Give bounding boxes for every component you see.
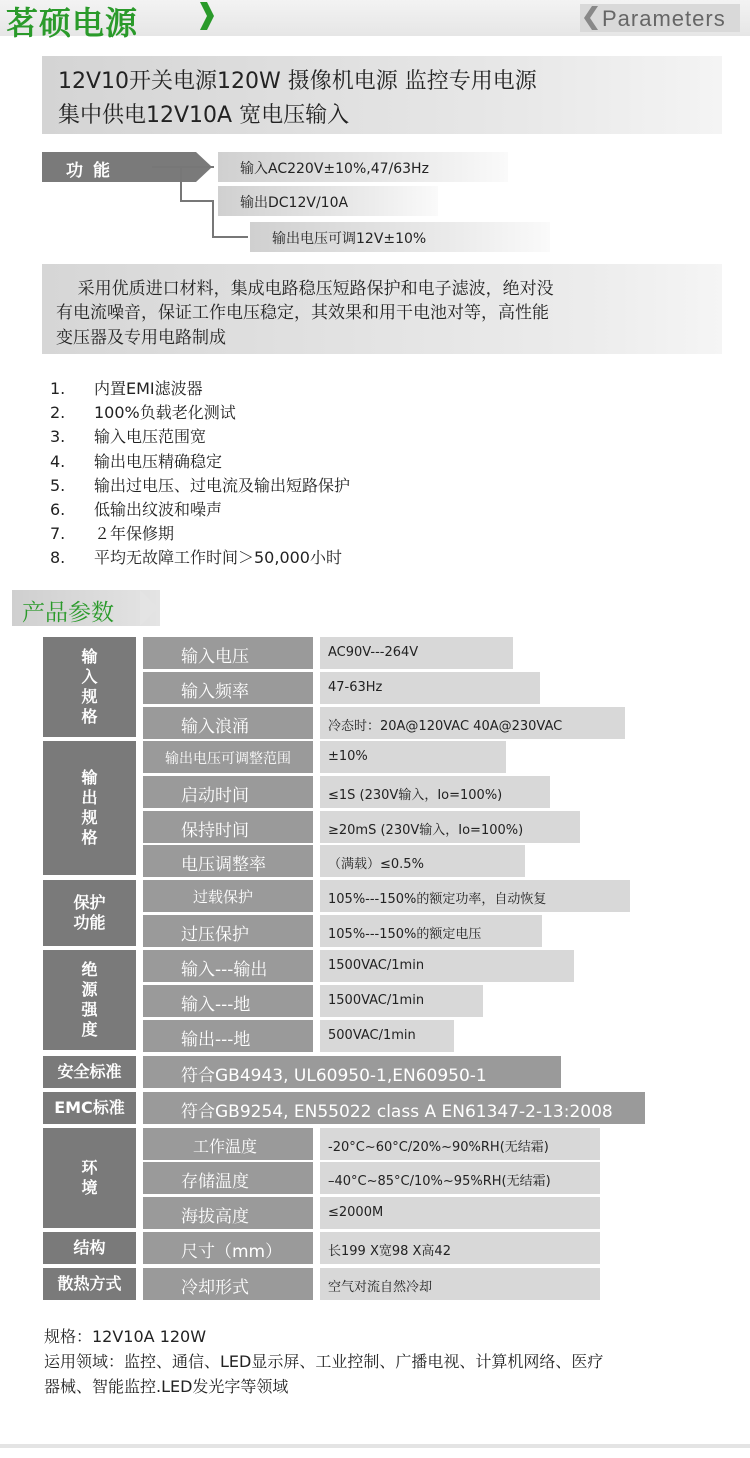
param-value: 47-63Hz: [320, 672, 540, 704]
param-value: 冷态时：20A@120VAC 40A@230VAC: [320, 707, 625, 739]
parameters-tab: [580, 4, 740, 32]
function-item: 输出电压可调12V±10%: [250, 222, 550, 252]
feature-item: 4. 输出电压精确稳定: [50, 452, 223, 471]
param-label: 保持时间: [143, 811, 313, 843]
param-value: 1500VAC/1min: [320, 985, 483, 1017]
chevron-left-icon: [584, 6, 598, 30]
param-label: 海拔高度: [143, 1197, 313, 1229]
category-environment: [43, 1128, 136, 1228]
product-title-line1: 12V10开关电源120W 摄像机电源 监控专用电源: [58, 69, 537, 94]
param-value: 空气对流自然冷却: [320, 1268, 600, 1300]
bottom-divider: [0, 1444, 750, 1448]
brand-logo: 茗硕电源: [6, 4, 139, 42]
feature-item: 3. 输入电压范围宽: [50, 427, 207, 446]
category-protection: [43, 880, 136, 946]
feature-item: 8. 平均无故障工作时间＞50,000小时: [50, 548, 342, 567]
spec-text: 规格：12V10A 120W: [44, 1327, 207, 1346]
param-label: 冷却形式: [143, 1268, 313, 1300]
category-label: 安全标准: [57, 1062, 122, 1081]
param-value: AC90V---264V: [320, 637, 513, 669]
param-label: 输入频率: [143, 672, 313, 704]
function-label: 功能: [42, 152, 152, 182]
category-structure: [43, 1232, 136, 1264]
param-value: 1500VAC/1min: [320, 950, 574, 982]
category-label: 结构: [73, 1238, 106, 1257]
category-label: 输出规格: [81, 768, 98, 847]
connector-line: [180, 166, 182, 202]
chevron-right-icon: [140, 590, 158, 626]
param-label: 过压保护: [143, 915, 313, 947]
param-value: 长199 X宽98 X高42: [320, 1232, 600, 1264]
feature-item: 5. 输出过电压、过电流及输出短路保护: [50, 476, 351, 495]
connector-line: [180, 200, 214, 202]
param-label: 存储温度: [143, 1162, 313, 1194]
param-label: 电压调整率: [143, 845, 313, 877]
description-line: 变压器及专用电路制成: [56, 328, 226, 348]
product-title-line2: 集中供电12V10A 宽电压输入: [58, 103, 350, 128]
category-label: 输入规格: [81, 647, 98, 726]
feature-item: 7. ２年保修期: [50, 524, 175, 543]
param-value: -20°C~60°C/20%~90%RH(无结霜): [320, 1128, 600, 1160]
category-isolation: [43, 950, 136, 1050]
category-safety: [43, 1056, 136, 1088]
feature-item: 6. 低输出纹波和噪声: [50, 500, 223, 519]
param-label: 启动时间: [143, 776, 313, 808]
param-value: ±10%: [320, 741, 506, 773]
param-value: ≤2000M: [320, 1197, 600, 1229]
param-value: ≤1S (230V输入，Io=100%): [320, 776, 550, 808]
feature-item: 2. 100%负载老化测试: [50, 403, 236, 422]
param-label: 输入电压: [143, 637, 313, 669]
param-value: 500VAC/1min: [320, 1020, 454, 1052]
param-label: 输入浪涌: [143, 707, 313, 739]
param-label: 过载保护: [143, 880, 313, 912]
param-value: 105%---150%的额定功率，自动恢复: [320, 880, 630, 912]
category-cooling: [43, 1268, 136, 1300]
feature-item: 1. 内置EMI滤波器: [50, 379, 203, 398]
function-item: 输入AC220V±10%,47/63Hz: [218, 152, 508, 182]
param-label: 输入---输出: [143, 950, 313, 982]
description-line: 有电流噪音，保证工作电压稳定，其效果和用干电池对等，高性能: [56, 303, 549, 323]
category-label: 绝源强度: [81, 960, 98, 1039]
param-label: 输入---地: [143, 985, 313, 1017]
param-value: –40°C~85°C/10%~95%RH(无结霜): [320, 1162, 600, 1194]
connector-line: [152, 166, 214, 168]
param-label: 尺寸（mm）: [143, 1232, 313, 1264]
applications-text: 器械、智能监控.LED发光字等领域: [44, 1377, 289, 1396]
emc-standard-value: 符合GB9254, EN55022 class A EN61347-2-13:2008: [143, 1092, 645, 1124]
category-label: EMC标准: [54, 1098, 125, 1117]
param-value: ≥20mS (230V输入，Io=100%): [320, 811, 580, 843]
parameters-tab-label: Parameters: [602, 6, 726, 31]
param-label: 输出---地: [143, 1020, 313, 1052]
applications-text: 运用领域：监控、通信、LED显示屏、工业控制、广播电视、计算机网络、医疗: [44, 1352, 604, 1371]
chevron-right-icon: [198, 2, 214, 30]
connector-line: [212, 236, 248, 238]
category-label: 散热方式: [57, 1274, 122, 1293]
function-item: 输出DC12V/10A: [218, 186, 438, 216]
category-input: [43, 637, 136, 737]
safety-standard-value: 符合GB4943, UL60950-1,EN60950-1: [143, 1056, 561, 1088]
category-label: 保护功能: [73, 893, 106, 932]
param-value: 105%---150%的额定电压: [320, 915, 542, 947]
param-label: 工作温度: [143, 1128, 313, 1160]
category-output: [43, 741, 136, 875]
category-label: 环境: [81, 1158, 98, 1197]
param-value: （满载）≤0.5%: [320, 845, 525, 877]
param-label: 输出电压可调整范围: [143, 741, 313, 773]
section-title: 产品参数: [22, 600, 114, 626]
connector-line: [212, 200, 214, 238]
description-line: 采用优质进口材料，集成电路稳压短路保护和电子滤波，绝对没: [56, 279, 554, 299]
category-emc: [43, 1092, 136, 1124]
